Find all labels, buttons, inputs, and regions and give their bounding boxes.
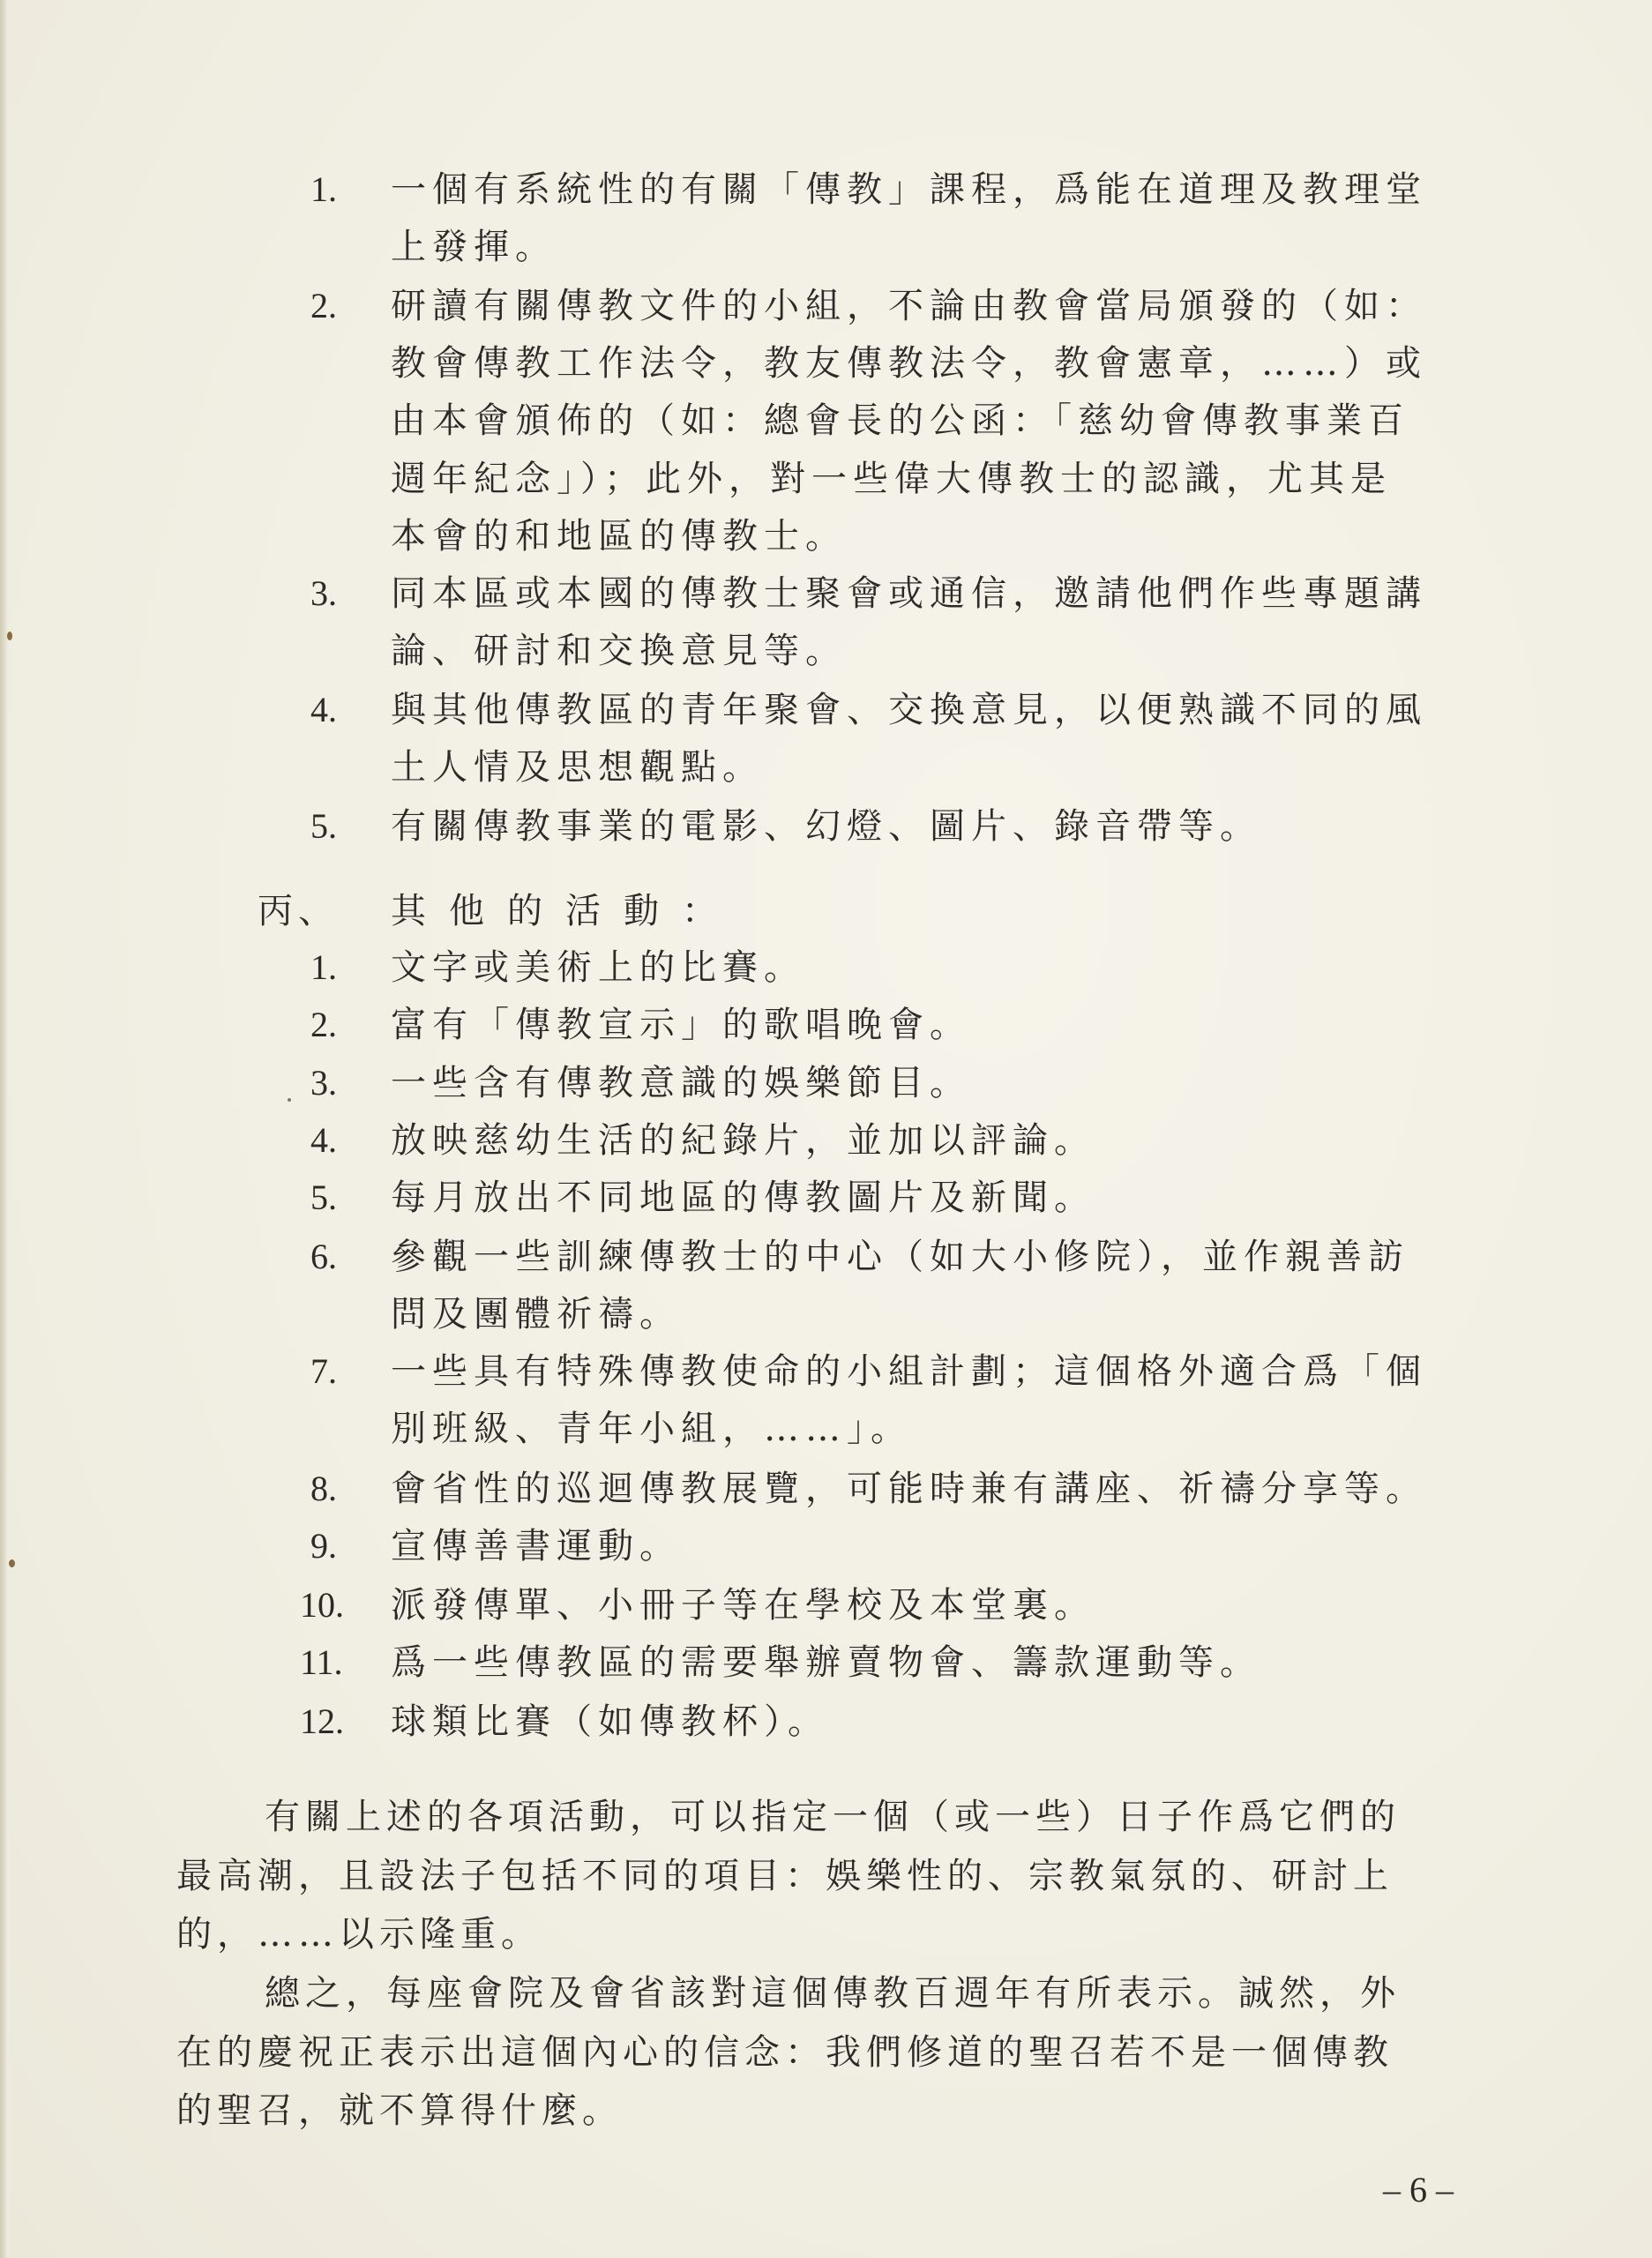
scan-speck — [288, 1098, 291, 1102]
list-item-text: 一些具有特殊傳教使命的小組計劃；這個格外適合爲「個 — [391, 1351, 1427, 1392]
list-item-text: 土人情及思想觀點。 — [391, 747, 764, 788]
list-item-number: 8. — [310, 1469, 337, 1508]
list-item-text: 每月放出不同地區的傳教圖片及新聞。 — [391, 1178, 1095, 1218]
list-item-number: 6. — [310, 1237, 337, 1276]
paragraph-line: 有關上述的各項活動，可以指定一個（或一些）日子作爲它們的 — [265, 1797, 1401, 1837]
list-item-text: 派發傳單、小冊子等在學校及本堂裏。 — [391, 1585, 1095, 1626]
list-item-text: 一些含有傳教意識的娛樂節目。 — [391, 1063, 971, 1103]
list-item-number: 1. — [310, 169, 337, 209]
list-item-number: 12. — [300, 1701, 344, 1741]
list-item-number: 11. — [300, 1642, 343, 1682]
list-item-number: 9. — [310, 1526, 337, 1566]
section-marker: 丙、 — [258, 891, 339, 931]
list-item-text: 與其他傳教區的青年聚會、交換意見，以便熟識不同的風 — [391, 690, 1427, 730]
list-item-text: 研讀有關傳教文件的小組，不論由教會當局頒發的（如： — [391, 286, 1427, 326]
list-item-text: 爲一些傳教區的需要舉辦賣物會、籌款運動等。 — [391, 1642, 1261, 1683]
list-item-number: 1. — [310, 947, 337, 987]
list-item-number: 2. — [310, 1005, 337, 1044]
list-item-text: 本會的和地區的傳教士。 — [391, 516, 847, 557]
scan-speck — [7, 632, 12, 640]
paragraph-line: 在的慶祝正表示出這個內心的信念：我們修道的聖召若不是一個傳教 — [176, 2032, 1394, 2073]
list-item-text: 由本會頒佈的（如：總會長的公函：「慈幼會傳教事業百 — [391, 400, 1409, 441]
list-item-number: 3. — [310, 1063, 337, 1103]
paragraph-line: 的，……以示隆重。 — [176, 1914, 542, 1955]
list-item-number: 2. — [310, 286, 337, 325]
list-item-number: 10. — [300, 1585, 344, 1625]
list-item-number: 4. — [310, 1120, 337, 1160]
list-item-text: 問及團體祈禱。 — [391, 1294, 681, 1335]
list-item-text: 上發揮。 — [391, 227, 557, 267]
list-item-text: 同本區或本國的傳教士聚會或通信，邀請他們作些專題講 — [391, 573, 1427, 614]
section-title: 其他的活動： — [391, 891, 740, 931]
list-item-number: 5. — [310, 1178, 337, 1217]
paragraph-line: 最高潮，且設法子包括不同的項目：娛樂性的、宗教氣氛的、研討上 — [176, 1856, 1394, 1896]
paragraph-line: 總之，每座會院及會省該對這個傳教百週年有所表示。誠然，外 — [265, 1973, 1401, 2014]
list-item-text: 別班級、青年小組，……」。 — [391, 1409, 912, 1449]
list-item-number: 4. — [310, 690, 337, 729]
list-item-number: 7. — [310, 1351, 337, 1391]
list-item-text: 會省性的巡迴傳教展覽，可能時兼有講座、祈禱分享等。 — [391, 1469, 1427, 1509]
scan-speck — [9, 1559, 15, 1567]
list-item-text: 教會傳教工作法令，教友傳教法令，教會憲章，……）或 — [391, 343, 1427, 384]
list-item-number: 3. — [310, 573, 337, 613]
page-edge-shadow — [0, 0, 9, 2258]
list-item-text: 論、研討和交換意見等。 — [391, 631, 847, 671]
list-item-text: 文字或美術上的比賽。 — [391, 947, 805, 988]
list-item-text: 有關傳教事業的電影、幻燈、圖片、錄音帶等。 — [391, 806, 1261, 847]
list-item-number: 5. — [310, 806, 337, 846]
list-item-text: 放映慈幼生活的紀錄片，並加以評論。 — [391, 1120, 1095, 1161]
list-item-text: 週年紀念」）；此外，對一些偉大傳教士的認識，尤其是 — [391, 459, 1392, 499]
list-item-text: 球類比賽（如傳教杯）。 — [391, 1701, 829, 1742]
paragraph-line: 的聖召，就不算得什麼。 — [176, 2090, 623, 2131]
list-item-text: 宣傳善書運動。 — [391, 1526, 681, 1566]
list-item-text: 一個有系統性的有關「傳教」課程，爲能在道理及教理堂 — [391, 169, 1427, 210]
list-item-text: 參觀一些訓練傳教士的中心（如大小修院），並作親善訪 — [391, 1237, 1409, 1277]
list-item-text: 富有「傳教宣示」的歌唱晚會。 — [391, 1005, 971, 1045]
page-number: – 6 – — [1383, 2170, 1454, 2209]
